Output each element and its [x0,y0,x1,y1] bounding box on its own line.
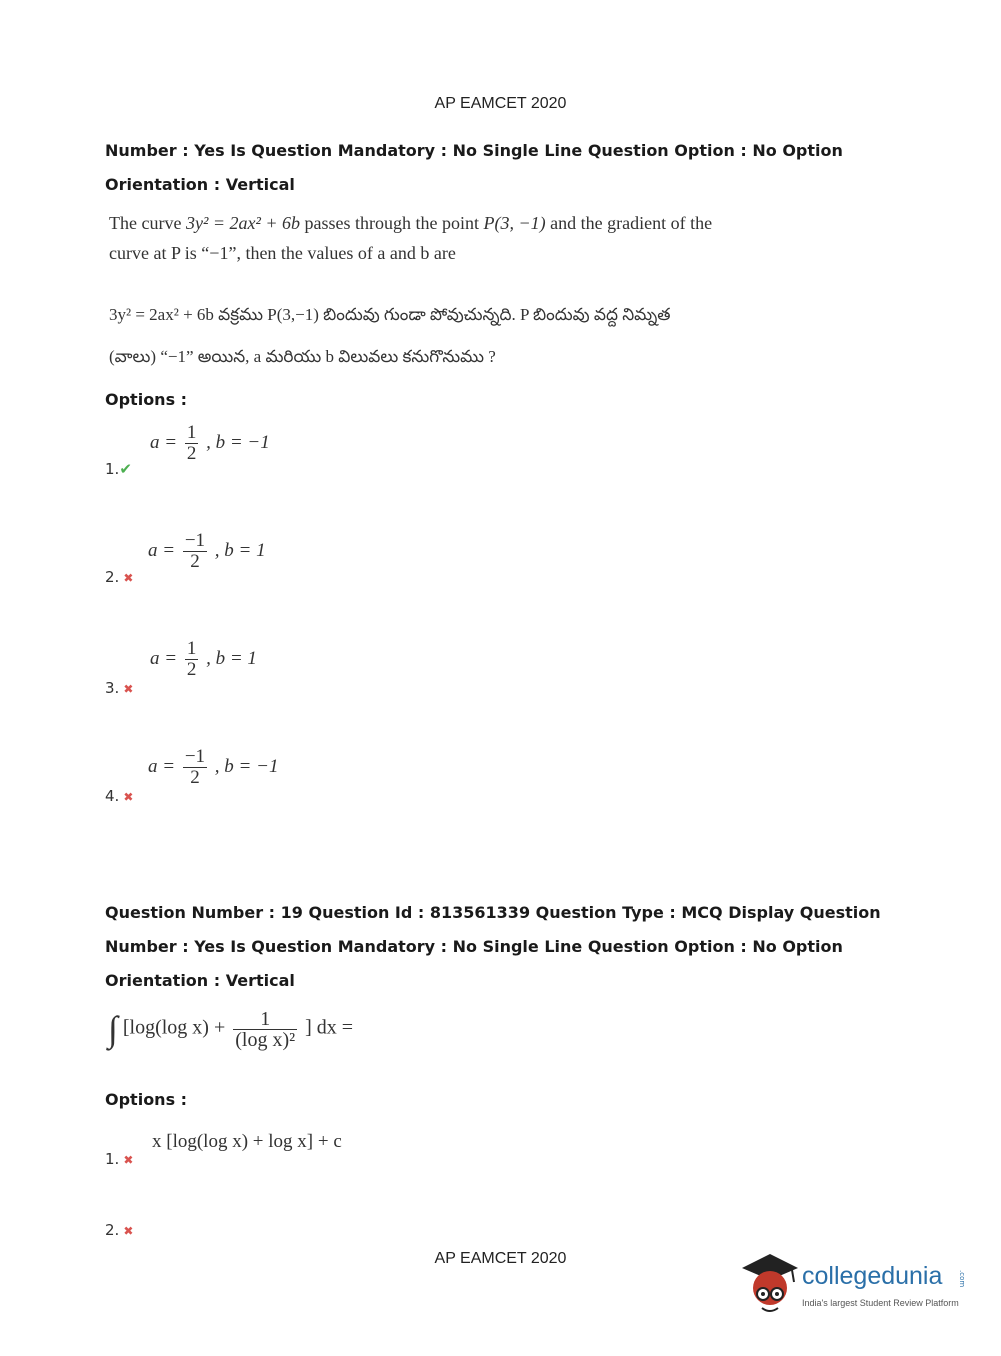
wrong-cross-icon: ✖ [123,571,134,585]
options-label: Options : [105,390,188,409]
question-meta-line: Number : Yes Is Question Mandatory : No Single Line Question Option : No Option [105,937,843,956]
option-1-number: 1. ✖ [105,1150,134,1168]
logo-tagline: India's largest Student Review Platform [802,1298,959,1308]
question-telugu-line-1: 3y² = 2ax² + 6b వక్రము P(3,−1) బిందువు గుండా పోవుచున్నది. P బిందువు వద్ద నిమ్నత [109,305,671,324]
options-label: Options : [105,1090,188,1109]
wrong-cross-icon: ✖ [123,682,134,696]
page-header: AP EAMCET 2020 [434,95,567,112]
question-integral: ∫ [log(log x) + $\frac{1}{\text{(log x)²}}$ ] dx = [108,1007,354,1051]
option-3-number: 3. ✖ [105,679,134,697]
fraction: $\frac{1}{2}$ [186,638,197,680]
option-4-expression: a = $\frac{-1}{2}$ , b = −1 [148,746,279,788]
option-2-number: 2. ✖ [105,1221,134,1239]
question-english-line-2: curve at P is “−1”, then the values of a and b are [109,243,456,263]
question-telugu-line-2: (వాలు) “−1” అయిన, a మరియు b విలువలు కనుగొనుము ? [109,347,496,366]
fraction: $\frac{-1}{2}$ [184,530,206,572]
integral-sign: ∫ [108,1009,118,1049]
correct-check-icon: ✔ [119,460,132,478]
mascot-icon [740,1248,800,1318]
fraction: $\frac{1}{\text{(log x)²}}$ [235,1007,296,1051]
option-2-expression: a = $\frac{-1}{2}$ , b = 1 [148,530,266,572]
question-meta-line: Number : Yes Is Question Mandatory : No Single Line Question Option : No Option [105,141,843,160]
fraction: $\frac{-1}{2}$ [184,746,206,788]
option-1-number: 1.✔ [105,460,132,478]
question-meta-line: Question Number : 19 Question Id : 813561339 Question Type : MCQ Display Question [105,903,881,922]
logo-domain: .com [958,1270,966,1288]
question-orientation: Orientation : Vertical [105,175,295,194]
question-english-line-1: The curve 3y² = 2ax² + 6b passes through the point P(3, −1) and the gradient of the [109,213,713,233]
wrong-cross-icon: ✖ [123,1153,134,1167]
option-3-expression: a = $\frac{1}{2}$ , b = 1 [150,638,257,680]
wrong-cross-icon: ✖ [123,790,134,804]
page-footer: AP EAMCET 2020 [434,1250,567,1267]
question-orientation: Orientation : Vertical [105,971,295,990]
collegedunia-logo [740,1248,970,1318]
option-2-number: 2. ✖ [105,568,134,586]
logo-wordmark: collegedunia [802,1262,943,1290]
option-1-expression: x [log(log x) + log x] + c [152,1131,342,1152]
fraction: $\frac{1}{2}$ [186,422,197,464]
option-4-number: 4. ✖ [105,787,134,805]
wrong-cross-icon: ✖ [123,1224,134,1238]
option-1-expression: a = $\frac{1}{2}$ , b = −1 [150,422,270,464]
